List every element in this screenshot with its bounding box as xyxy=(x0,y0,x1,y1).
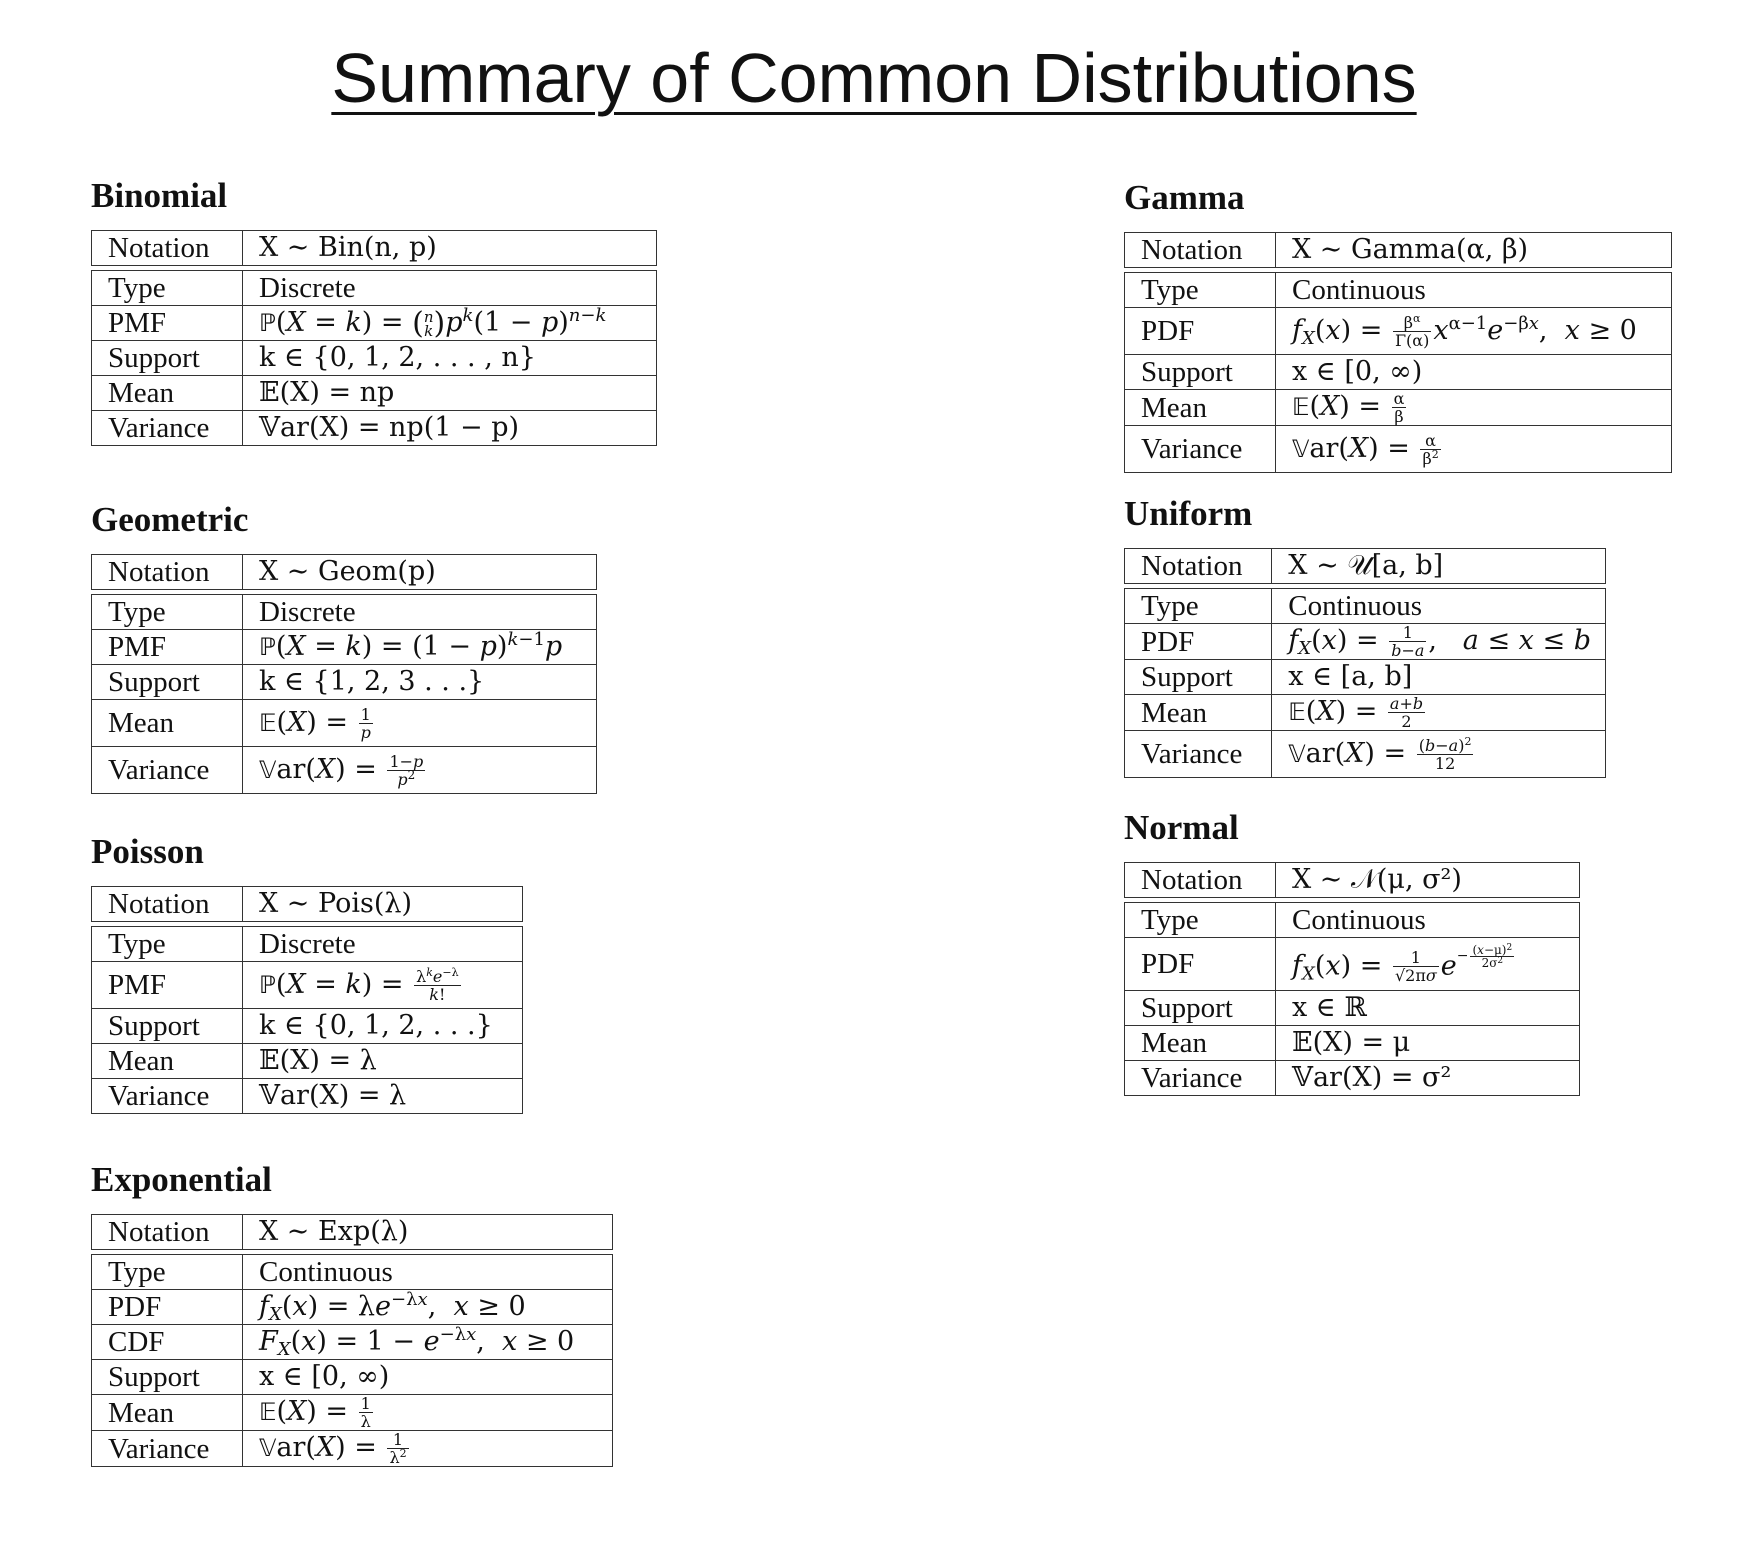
binomial-type: Discrete xyxy=(243,271,657,306)
normal-section xyxy=(1124,808,1580,1096)
variance-label: Variance xyxy=(92,411,243,446)
support-label: Support xyxy=(92,1360,243,1395)
variance-label: Variance xyxy=(1125,426,1276,473)
normal-variance: 𝕍ar(X) = σ² xyxy=(1276,1061,1580,1096)
binomial-variance: 𝕍ar(X) = np(1 − p) xyxy=(243,411,657,446)
pdf-label: PDF xyxy=(1125,308,1276,355)
variance-label: Variance xyxy=(92,1079,243,1114)
exponential-type: Continuous xyxy=(243,1255,613,1290)
support-label: Support xyxy=(1125,355,1276,390)
page-title: Summary of Common Distributions xyxy=(331,39,1417,117)
exponential-mean: 𝔼(X) = $\frac{1}{\lambda}$ xyxy=(243,1395,613,1431)
binomial-support: k ∈ {0, 1, 2, . . . , n} xyxy=(243,341,657,376)
uniform-notation: X ∼ 𝒰[a, b] xyxy=(1272,549,1606,584)
poisson-variance: 𝕍ar(X) = λ xyxy=(243,1079,523,1114)
support-label: Support xyxy=(1125,991,1276,1026)
binomial-notation: X ∼ Bin(n, p) xyxy=(243,231,657,266)
pdf-label: PDF xyxy=(1125,938,1276,991)
variance-label: Variance xyxy=(1125,1061,1276,1096)
mean-label: Mean xyxy=(92,1044,243,1079)
binomial-mean: 𝔼(X) = np xyxy=(243,376,657,411)
uniform-type: Continuous xyxy=(1272,589,1606,624)
exponential-heading: Exponential xyxy=(91,1160,272,1199)
gamma-pdf: $f_X(x)$ = $\frac{\beta^\alpha}{\Gamma(\alpha)}$ $x^{\alpha-1}e^{-\beta x}$, x ≥ 0 xyxy=(1276,308,1672,355)
geometric-notation: X ∼ Geom(p) xyxy=(243,555,597,590)
gamma-support: x ∈ [0, ∞) xyxy=(1276,355,1672,390)
poisson-section xyxy=(91,832,523,1114)
geometric-variance: 𝕍ar(X) = $\frac{1-p}{p^2}$ xyxy=(243,747,597,794)
poisson-pmf: ℙ(X = k) = $\frac{\lambda^ke^{-\lambda}}{k!}$ xyxy=(243,962,523,1009)
binomial-heading: Binomial xyxy=(91,176,228,215)
type-label: Type xyxy=(92,595,243,630)
type-label: Type xyxy=(1125,273,1276,308)
support-label: Support xyxy=(92,341,243,376)
geometric-type: Discrete xyxy=(243,595,597,630)
variance-label: Variance xyxy=(92,1431,243,1467)
normal-type: Continuous xyxy=(1276,903,1580,938)
support-label: Support xyxy=(1125,660,1272,695)
uniform-support: x ∈ [a, b] xyxy=(1272,660,1606,695)
poisson-table xyxy=(91,886,523,1114)
type-label: Type xyxy=(92,1255,243,1290)
uniform-variance: 𝕍ar(X) = $\frac{(b-a)^2}{12}$ xyxy=(1272,731,1606,778)
pdf-label: PDF xyxy=(92,1290,243,1325)
gamma-table xyxy=(1124,232,1672,473)
gamma-heading: Gamma xyxy=(1124,178,1245,217)
poisson-notation: X ∼ Pois(λ) xyxy=(243,887,523,922)
binomial-table xyxy=(91,230,657,446)
pmf-label: PMF xyxy=(92,962,243,1009)
geometric-table xyxy=(91,554,597,794)
notation-row xyxy=(92,231,657,266)
uniform-pdf: $f_X(x)$ = $\frac{1}{b-a}$ , a ≤ x ≤ b xyxy=(1272,624,1606,660)
uniform-table xyxy=(1124,548,1606,778)
normal-table xyxy=(1124,862,1580,1096)
exponential-pdf: $f_X(x) = \lambda e^{-\lambda x}$, x ≥ 0 xyxy=(243,1290,613,1325)
type-label: Type xyxy=(1125,903,1276,938)
gamma-mean: 𝔼(X) = $\frac{\alpha}{\beta}$ xyxy=(1276,390,1672,426)
gamma-type: Continuous xyxy=(1276,273,1672,308)
uniform-section xyxy=(1124,494,1606,778)
variance-label: Variance xyxy=(92,747,243,794)
exponential-variance: 𝕍ar(X) = $\frac{1}{\lambda^2}$ xyxy=(243,1431,613,1467)
support-label: Support xyxy=(92,665,243,700)
exponential-notation: X ∼ Exp(λ) xyxy=(243,1215,613,1250)
gamma-variance: 𝕍ar(X) = $\frac{\alpha}{\beta^2}$ xyxy=(1276,426,1672,473)
binomial-section xyxy=(91,176,657,446)
normal-support: x ∈ ℝ xyxy=(1276,991,1580,1026)
type-label: Type xyxy=(92,927,243,962)
geometric-mean: 𝔼(X) = $\frac{1}{p}$ xyxy=(243,700,597,747)
exponential-section xyxy=(91,1160,613,1467)
mean-label: Mean xyxy=(1125,1026,1276,1061)
uniform-mean: 𝔼(X) = $\frac{a+b}{2}$ xyxy=(1272,695,1606,731)
normal-notation: X ∼ 𝒩(μ, σ²) xyxy=(1276,863,1580,898)
binomial-pmf: ℙ(X = k) = ( n k )$p^k(1 - p)^{n-k}$ xyxy=(243,306,657,341)
support-label: Support xyxy=(92,1009,243,1044)
notation-label: Notation xyxy=(1125,863,1276,898)
geometric-pmf: ℙ(X = $k) = (1 - p)^{k-1}p$ xyxy=(243,630,597,665)
normal-pdf: $f_X(x)$ = $\frac{1}{√2\pi\sigma}$ $e^{- \frac{(x-\mu)^2}{2\sigma^2}}$ xyxy=(1276,938,1580,991)
mean-label: Mean xyxy=(92,376,243,411)
geometric-section xyxy=(91,500,597,794)
mean-label: Mean xyxy=(1125,695,1272,731)
notation-label: Notation xyxy=(92,887,243,922)
gamma-section xyxy=(1124,178,1672,473)
mean-label: Mean xyxy=(1125,390,1276,426)
geometric-support: k ∈ {1, 2, 3 . . .} xyxy=(243,665,597,700)
geometric-heading: Geometric xyxy=(91,500,249,539)
mean-label: Mean xyxy=(92,1395,243,1431)
pmf-label: PMF xyxy=(92,630,243,665)
uniform-heading: Uniform xyxy=(1124,494,1253,533)
poisson-heading: Poisson xyxy=(91,832,204,871)
normal-heading: Normal xyxy=(1124,808,1239,847)
normal-mean: 𝔼(X) = μ xyxy=(1276,1026,1580,1061)
exponential-support: x ∈ [0, ∞) xyxy=(243,1360,613,1395)
notation-label: Notation xyxy=(92,555,243,590)
poisson-support: k ∈ {0, 1, 2, . . .} xyxy=(243,1009,523,1044)
poisson-mean: 𝔼(X) = λ xyxy=(243,1044,523,1079)
notation-label: Notation xyxy=(1125,549,1272,584)
mean-label: Mean xyxy=(92,700,243,747)
pdf-label: PDF xyxy=(1125,624,1272,660)
exponential-table xyxy=(91,1214,613,1467)
type-label: Type xyxy=(1125,589,1272,624)
poisson-type: Discrete xyxy=(243,927,523,962)
cdf-label: CDF xyxy=(92,1325,243,1360)
notation-label: Notation xyxy=(92,1215,243,1250)
notation-label: Notation xyxy=(1125,233,1276,268)
variance-label: Variance xyxy=(1125,731,1272,778)
notation-label: Notation xyxy=(92,231,243,266)
pmf-label: PMF xyxy=(92,306,243,341)
type-label: Type xyxy=(92,271,243,306)
exponential-cdf: $F_X(x) = 1 - e^{-\lambda x}$, x ≥ 0 xyxy=(243,1325,613,1360)
gamma-notation: X ∼ Gamma(α, β) xyxy=(1276,233,1672,268)
